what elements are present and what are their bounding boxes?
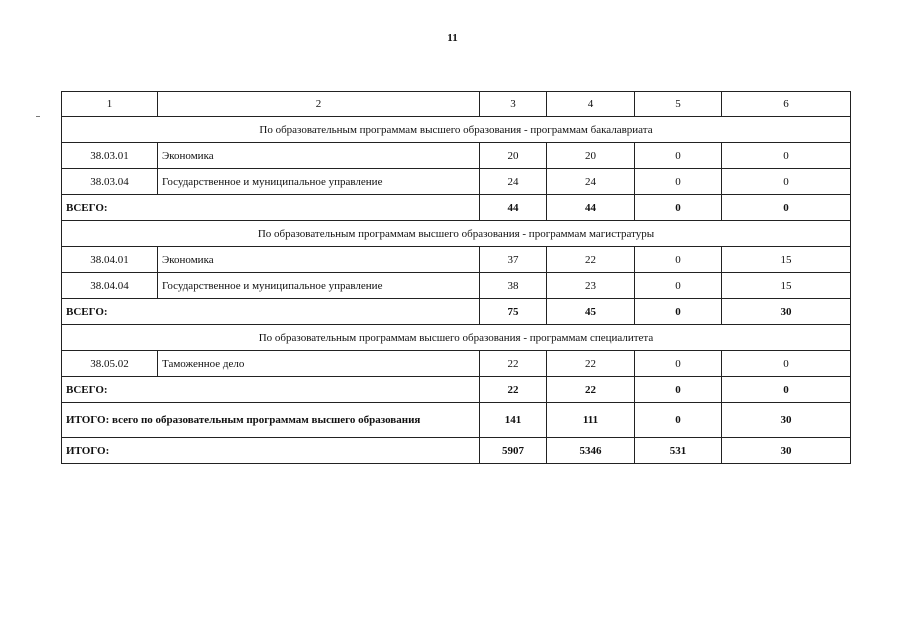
- header-row: [62, 92, 851, 117]
- value-col-4: 22: [547, 247, 635, 273]
- table-row: [62, 351, 851, 377]
- program-name: Экономика: [158, 247, 480, 273]
- value-col-6: 15: [722, 247, 851, 273]
- total-col-5: 0: [635, 299, 722, 325]
- section-title-row: [62, 117, 851, 143]
- value-col-6: 15: [722, 273, 851, 299]
- header-col-1: 1: [62, 92, 158, 117]
- grand-total-higher-label: ИТОГО: всего по образовательным программам высшего образования: [62, 403, 480, 438]
- section-title-master: По образовательным программам высшего образования - программам магистратуры: [62, 221, 851, 247]
- program-code: 38.04.04: [62, 273, 158, 299]
- total-col-4: 44: [547, 195, 635, 221]
- program-name: Государственное и муниципальное управление: [158, 169, 480, 195]
- value-col-3: 38: [480, 273, 547, 299]
- grand-total-col-4: 5346: [547, 438, 635, 464]
- section-title-row: [62, 221, 851, 247]
- value-col-5: 0: [635, 273, 722, 299]
- table-row: [62, 143, 851, 169]
- value-col-5: 0: [635, 143, 722, 169]
- total-col-6: 0: [722, 377, 851, 403]
- value-col-3: 24: [480, 169, 547, 195]
- program-name: Таможенное дело: [158, 351, 480, 377]
- value-col-6: 0: [722, 143, 851, 169]
- value-col-5: 0: [635, 247, 722, 273]
- total-label: ВСЕГО:: [62, 195, 480, 221]
- grand-total-higher-col-4: 111: [547, 403, 635, 438]
- total-col-5: 0: [635, 377, 722, 403]
- value-col-5: 0: [635, 169, 722, 195]
- grand-total-label: ИТОГО:: [62, 438, 480, 464]
- header-col-2: 2: [158, 92, 480, 117]
- allocation-table: [61, 91, 851, 464]
- header-col-4: 4: [547, 92, 635, 117]
- program-code: 38.05.02: [62, 351, 158, 377]
- total-col-4: 22: [547, 377, 635, 403]
- program-name: Государственное и муниципальное управление: [158, 273, 480, 299]
- margin-mark: [36, 116, 40, 117]
- section-title-row: [62, 325, 851, 351]
- program-name: Экономика: [158, 143, 480, 169]
- table-row: [62, 273, 851, 299]
- program-code: 38.04.01: [62, 247, 158, 273]
- table-row: [62, 169, 851, 195]
- value-col-4: 22: [547, 351, 635, 377]
- grand-total-col-5: 531: [635, 438, 722, 464]
- program-code: 38.03.04: [62, 169, 158, 195]
- program-code: 38.03.01: [62, 143, 158, 169]
- total-label: ВСЕГО:: [62, 299, 480, 325]
- total-row: [62, 195, 851, 221]
- header-col-3: 3: [480, 92, 547, 117]
- grand-total-higher-col-5: 0: [635, 403, 722, 438]
- total-label: ВСЕГО:: [62, 377, 480, 403]
- total-col-3: 44: [480, 195, 547, 221]
- value-col-3: 20: [480, 143, 547, 169]
- value-col-5: 0: [635, 351, 722, 377]
- value-col-4: 23: [547, 273, 635, 299]
- header-col-6: 6: [722, 92, 851, 117]
- value-col-6: 0: [722, 351, 851, 377]
- total-row: [62, 299, 851, 325]
- total-row: [62, 377, 851, 403]
- value-col-4: 24: [547, 169, 635, 195]
- page-number: 11: [447, 32, 458, 44]
- value-col-3: 37: [480, 247, 547, 273]
- value-col-6: 0: [722, 169, 851, 195]
- grand-total-higher-col-3: 141: [480, 403, 547, 438]
- value-col-3: 22: [480, 351, 547, 377]
- total-col-5: 0: [635, 195, 722, 221]
- table-row: [62, 247, 851, 273]
- section-title-bachelor: По образовательным программам высшего образования - программам бакалавриата: [62, 117, 851, 143]
- total-col-3: 75: [480, 299, 547, 325]
- section-title-specialist: По образовательным программам высшего образования - программам специалитета: [62, 325, 851, 351]
- grand-total-row: [62, 438, 851, 464]
- value-col-4: 20: [547, 143, 635, 169]
- grand-total-higher-row: [62, 403, 851, 438]
- grand-total-col-6: 30: [722, 438, 851, 464]
- total-col-3: 22: [480, 377, 547, 403]
- grand-total-higher-col-6: 30: [722, 403, 851, 438]
- total-col-6: 30: [722, 299, 851, 325]
- header-col-5: 5: [635, 92, 722, 117]
- total-col-6: 0: [722, 195, 851, 221]
- total-col-4: 45: [547, 299, 635, 325]
- grand-total-col-3: 5907: [480, 438, 547, 464]
